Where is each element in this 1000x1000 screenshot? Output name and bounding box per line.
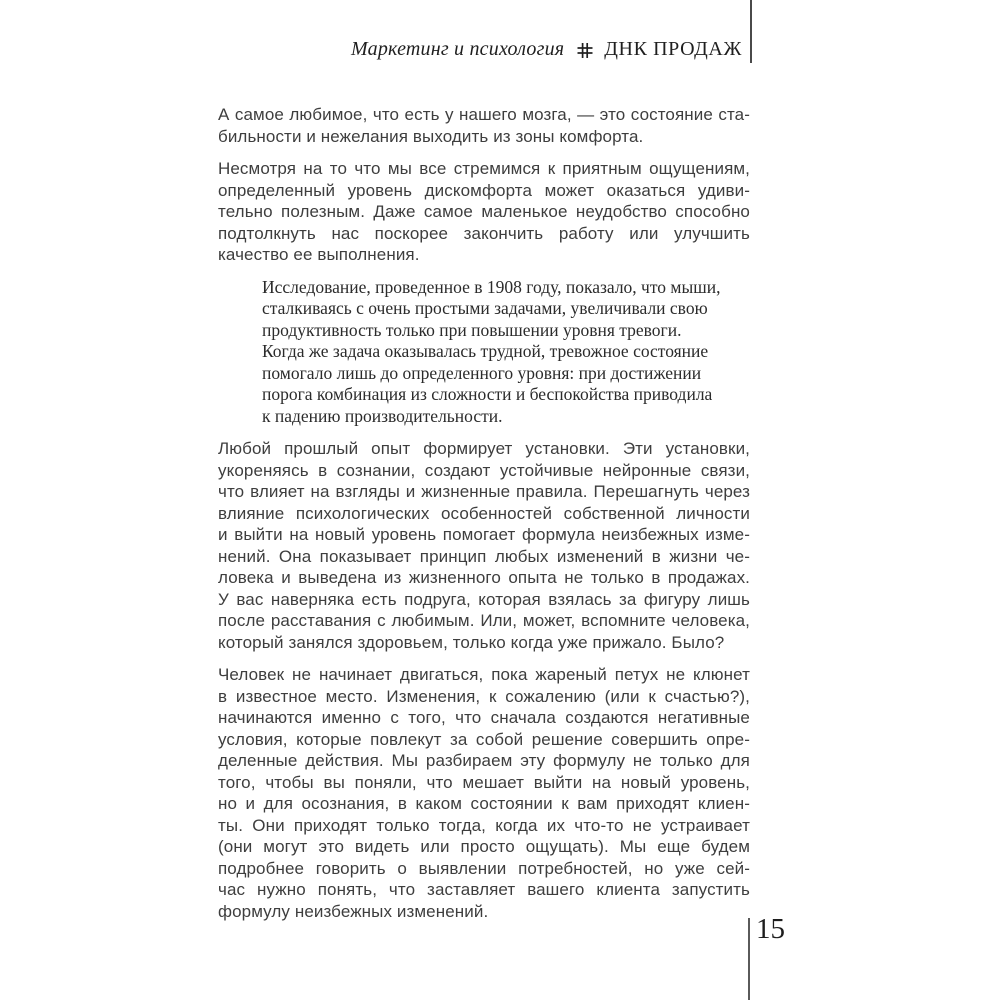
hash-ornament-icon xyxy=(577,42,593,59)
text-column xyxy=(218,104,750,933)
running-head xyxy=(351,36,742,62)
research-quote-block: Исследование, проведенное в 1908 году, показало, что мыши, сталкиваясь с очень простыми задачами, увеличивали свою продуктивность только при повышении уровня тревоги. Когда же задача оказывалась трудной, тревожное состояние помогало лишь до определенного уровня: при достижении порога комбинация из сложности и беспокойства приводила к падению производительности. xyxy=(262,276,721,426)
footer-rule xyxy=(748,918,750,1000)
paragraph-3: Любой прошлый опыт формирует установки. Эти установки, укореняясь в сознании, создают устойчивые нейронные связи, что влияет на взгляды и жизненные правила. Перешагнуть через влияние психологических особенностей собственной личности и выйти на новый уровень помогает формула неизбежных изме- нений. Она показывает принцип любых изменений в жизни че- ловека и выведена из жизненного опыта не только в продажах. У вас наверняка есть подруга, которая взялась за фигуру лишь после расставания с любимым. Или, может, вспомните человека, который занялся здоровьем, только когда уже прижало. Было? xyxy=(218,439,750,652)
book-title: ДНК ПРОДАЖ xyxy=(604,38,742,60)
paragraph-2: Несмотря на то что мы все стремимся к приятным ощущениям, определенный уровень дискомфорта может оказаться удиви- тельно полезным. Даже самое маленькое неудобство способно подтолкнуть нас поскорее закончить работу или улучшить качество ее выполнения. xyxy=(218,159,750,264)
page-number: 15 xyxy=(756,913,785,945)
paragraph-1: А самое любимое, что есть у нашего мозга, — это состояние ста- бильности и нежелания выходить из зоны комфорта. xyxy=(218,105,750,146)
paragraph-4: Человек не начинает двигаться, пока жареный петух не клюнет в известное место. Изменения, к сожалению (или к счастью?), начинаются именно с того, что сначала создаются негативные условия, которые повлекут за собой решение совершить опре- деленные действия. Мы разбираем эту формулу не только для того, чтобы вы поняли, что мешает выйти на новый уровень, но и для осознания, в каком состоянии к вам приходят клиен- ты. Они приходят только тогда, когда их что-то не устраивает (они могут это видеть или просто ощущать). Мы еще будем подробнее говорить о выявлении потребностей, но уже сей- час нужно понять, что заставляет вашего клиента запустить формулу неизбежных изменений. xyxy=(218,665,750,921)
series-title: Маркетинг и психология xyxy=(351,38,565,60)
header-rule xyxy=(750,0,752,63)
